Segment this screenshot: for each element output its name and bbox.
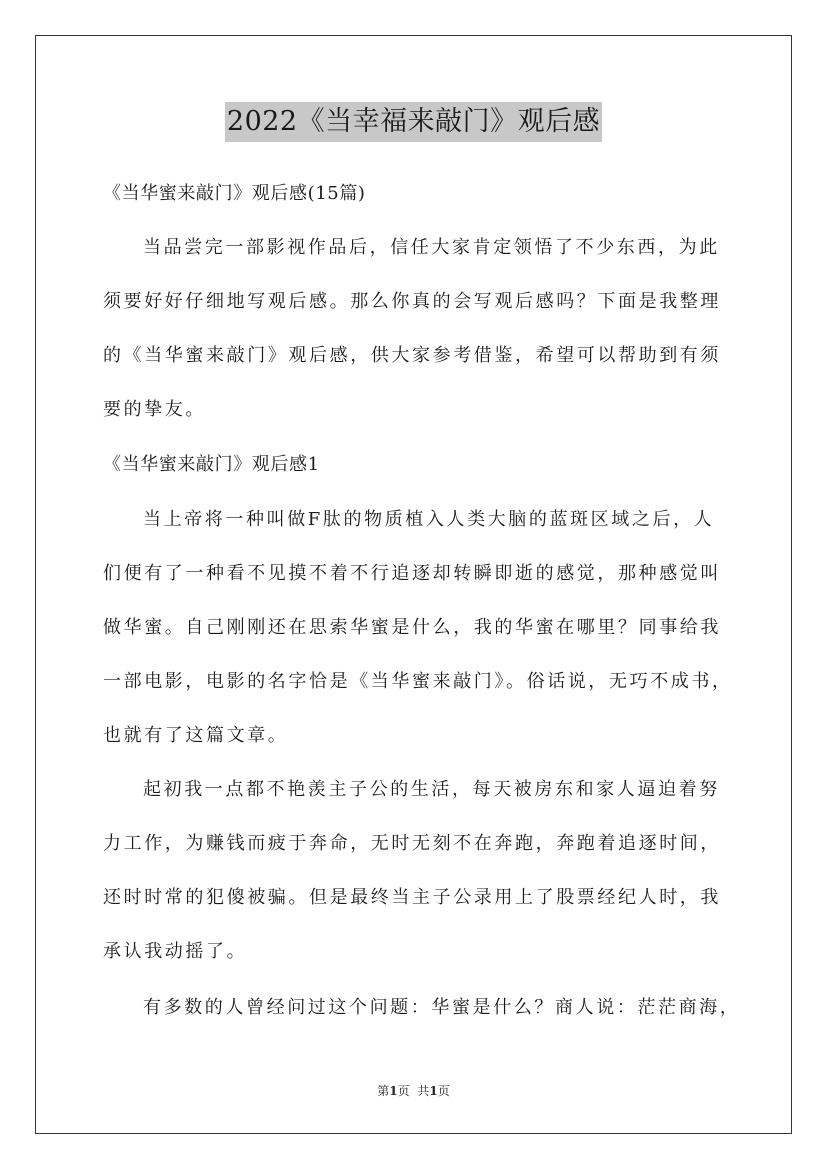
intro-line-4: 要的挚友。 [103,399,206,420]
page-label: 第 [377,1084,390,1098]
title-container [0,102,827,142]
section-heading: 《当华蜜来敲门》观后感1 [103,454,320,475]
total-unit: 页 [437,1084,450,1098]
total-label: 共 [417,1084,430,1098]
para1-line-5: 也就有了这篇文章。 [103,725,289,746]
page-footer [0,1082,827,1100]
para1-line-4: 一部电影，电影的名字恰是《当华蜜来敲门》。俗话说，无巧不成书， [103,671,733,692]
para1-line-1: 当上帝将一种叫做F肽的物质植入人类大脑的蓝斑区域之后，人 [143,509,715,530]
intro-line-2: 须要好好仔细地写观后感。那么你真的会写观后感吗？下面是我整理 [103,291,721,312]
page-current: 1 [389,1084,398,1098]
para3-line-1: 有多数的人曾经问过这个问题：华蜜是什么？商人说：茫茫商海， [143,997,741,1018]
para2-line-3: 还时时常的犯傻被骗。但是最终当主子公录用上了股票经纪人时，我 [103,887,721,908]
para2-line-1: 起初我一点都不艳羡主子公的生活，每天被房东和家人逼迫着努 [143,779,720,800]
para1-line-2: 们便有了一种看不见摸不着不行追逐却转瞬即逝的感觉，那种感觉叫 [103,563,721,584]
document-title: 2022《当幸福来敲门》观后感 [225,102,602,142]
page-total: 1 [429,1084,438,1098]
para2-line-4: 承认我动摇了。 [103,941,248,962]
page-unit: 页 [397,1084,410,1098]
para2-line-2: 力工作，为赚钱而疲于奔命，无时无刻不在奔跑，奔跑着追逐时间， [103,833,721,854]
intro-line-1: 当品尝完一部影视作品后，信任大家肯定领悟了不少东西，为此 [143,237,720,258]
para1-line-3: 做华蜜。自己刚刚还在思索华蜜是什么，我的华蜜在哪里？同事给我 [103,617,721,638]
intro-line-3: 的《当华蜜来敲门》观后感，供大家参考借鉴，希望可以帮助到有须 [103,345,721,366]
document-subtitle: 《当华蜜来敲门》观后感(15篇) [103,183,366,204]
